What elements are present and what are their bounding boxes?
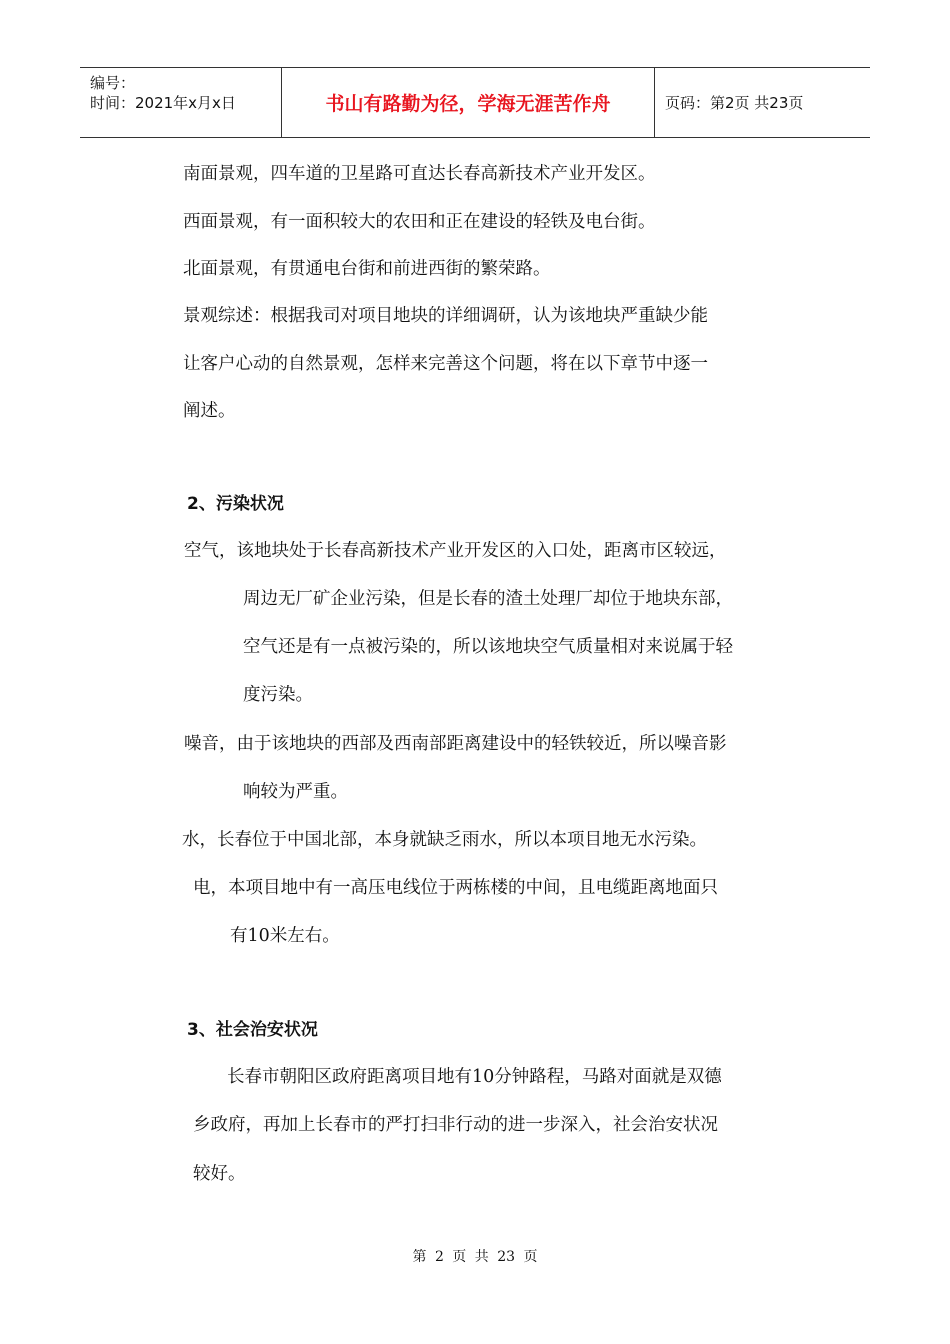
header-motto-cell bbox=[281, 68, 655, 137]
section-heading-pollution: 2、污染状况 bbox=[187, 494, 284, 514]
paragraph-summary-line-3: 阐述。 bbox=[183, 401, 236, 421]
air-line-3: 空气还是有一点被污染的，所以该地块空气质量相对来说属于轻 bbox=[243, 637, 733, 657]
paragraph-summary-line-2: 让客户心动的自然景观，怎样来完善这个问题，将在以下章节中逐一 bbox=[183, 354, 708, 374]
noise-line-2: 响较为严重。 bbox=[243, 782, 348, 802]
electricity-line-1: 电，本项目地中有一高压电线位于两栋楼的中间，且电缆距离地面只 bbox=[193, 878, 718, 898]
paragraph-south-view: 南面景观，四车道的卫星路可直达长春高新技术产业开发区。 bbox=[183, 164, 656, 184]
air-line-1: 空气，该地块处于长春高新技术产业开发区的入口处，距离市区较远， bbox=[184, 541, 727, 561]
paragraph-summary-line-1: 景观综述：根据我司对项目地块的详细调研，认为该地块严重缺少能 bbox=[183, 306, 708, 326]
security-line-3: 较好。 bbox=[193, 1164, 246, 1184]
noise-line-1: 噪音，由于该地块的西部及西南部距离建设中的轻铁较近，所以噪音影 bbox=[184, 734, 727, 754]
header-page-info: 页码：第2页 共23页 bbox=[665, 94, 804, 112]
security-line-2: 乡政府，再加上长春市的严打扫非行动的进一步深入，社会治安状况 bbox=[193, 1115, 718, 1135]
header-meta bbox=[80, 68, 281, 137]
header-page-cell bbox=[655, 68, 870, 137]
section-heading-security: 3、社会治安状况 bbox=[187, 1020, 318, 1040]
paragraph-west-view: 西面景观，有一面积较大的农田和正在建设的轻铁及电台街。 bbox=[183, 212, 656, 232]
page-footer: 第 2 页 共 23 页 bbox=[412, 1249, 538, 1265]
air-line-4: 度污染。 bbox=[243, 685, 313, 705]
page-header bbox=[80, 67, 870, 138]
water-line: 水，长春位于中国北部，本身就缺乏雨水，所以本项目地无水污染。 bbox=[182, 830, 707, 850]
electricity-line-2: 有10米左右。 bbox=[230, 926, 340, 946]
air-line-2: 周边无厂矿企业污染，但是长春的渣土处理厂却位于地块东部， bbox=[243, 589, 733, 609]
security-line-1: 长春市朝阳区政府距离项目地有10分钟路程，马路对面就是双德 bbox=[227, 1067, 722, 1087]
paragraph-north-view: 北面景观，有贯通电台街和前进西街的繁荣路。 bbox=[183, 259, 551, 279]
document-date: 时间：2021年x月x日 bbox=[90, 94, 236, 112]
header-motto: 书山有路勤为径，学海无涯苦作舟 bbox=[325, 93, 611, 115]
document-number-label: 编号： bbox=[90, 74, 136, 92]
